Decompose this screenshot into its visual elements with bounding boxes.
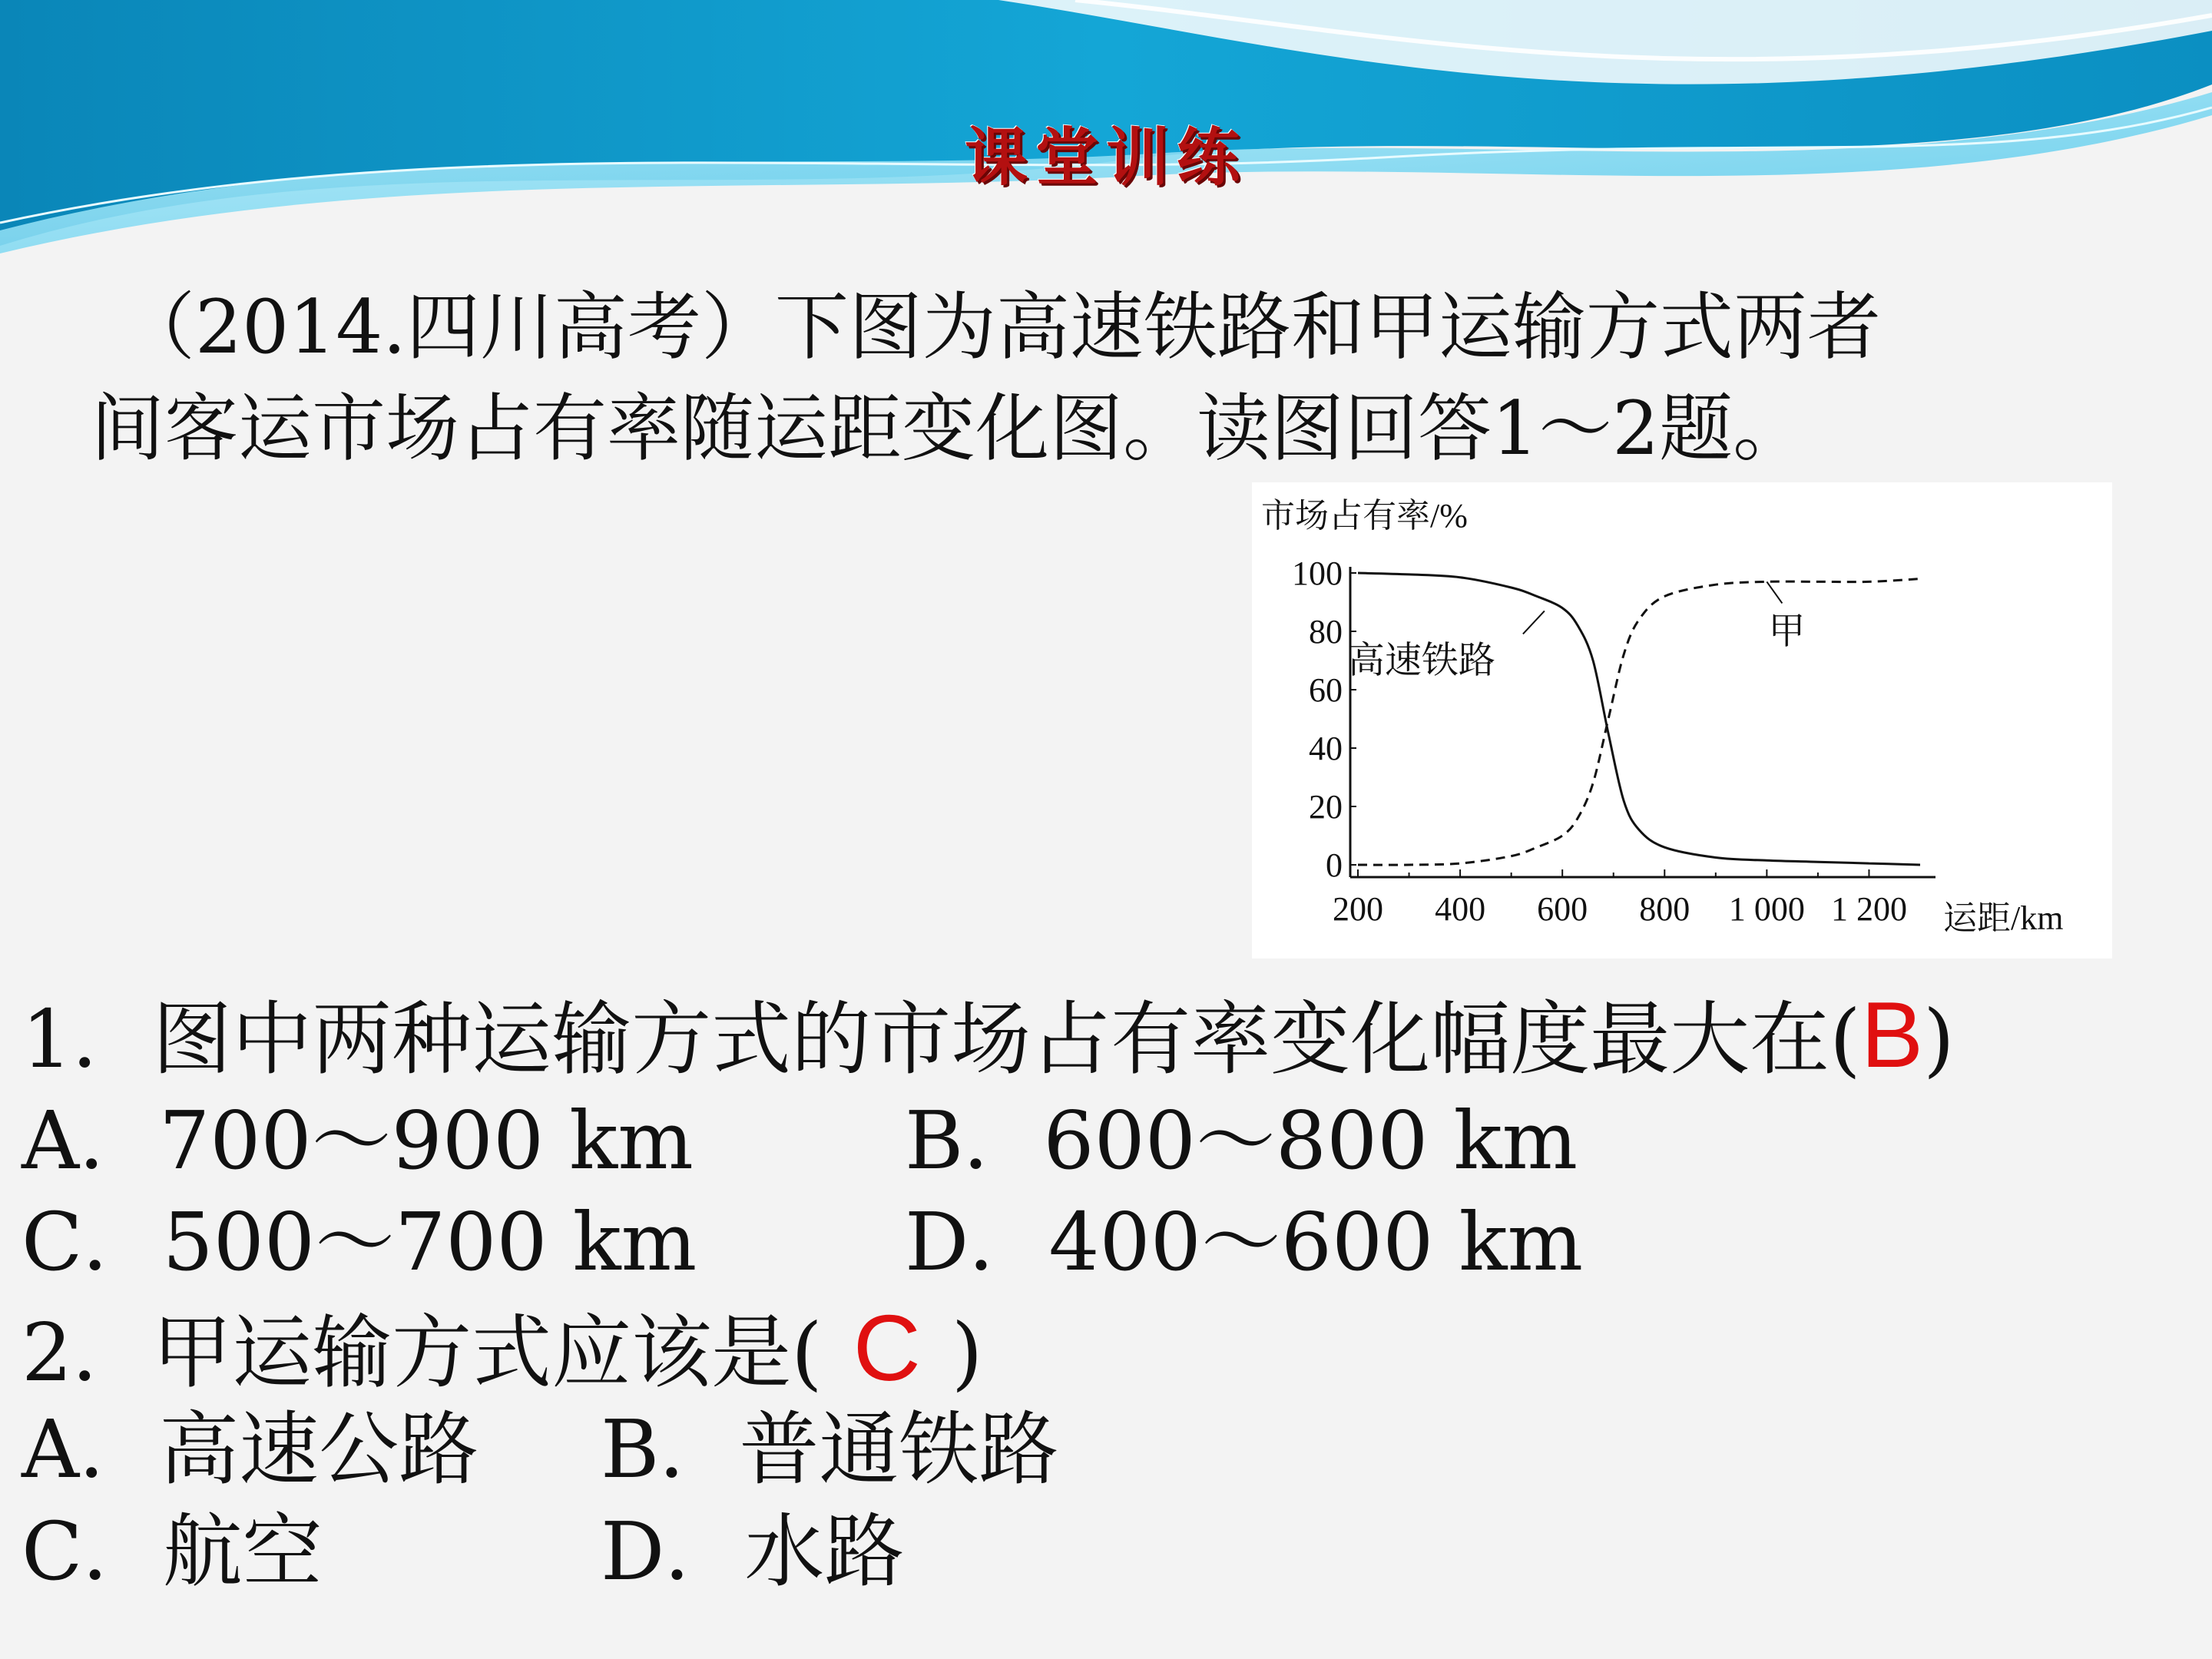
x-tick-label: 200 <box>1333 890 1383 928</box>
y-axis-label: 市场占有率/% <box>1261 497 1468 535</box>
question-1-text: 1．图中两种运输方式的市场占有率变化幅度最大在( <box>22 992 1861 1086</box>
y-tick-label: 100 <box>1292 555 1343 592</box>
question-1-stem <box>22 982 1955 1089</box>
x-tick-label: 400 <box>1435 890 1486 928</box>
y-tick-label: 0 <box>1326 846 1343 884</box>
y-tick-label: 80 <box>1309 613 1343 651</box>
question-2-option-d: D．水路 <box>601 1505 905 1598</box>
question-1-option-c: C．500～700 km <box>22 1195 697 1289</box>
question-1-option-a: A．700～900 km <box>22 1094 694 1187</box>
x-tick-label: 1 000 <box>1728 890 1805 928</box>
question-2-option-b: B．普通铁路 <box>601 1402 1059 1496</box>
question-2-text: 2．甲运输方式应该是( <box>22 1306 823 1399</box>
question-2-stem <box>22 1298 982 1402</box>
question-2-option-c: C．航空 <box>22 1505 323 1598</box>
series-label-high-speed-rail: 高速铁路 <box>1347 640 1495 681</box>
market-share-chart <box>1252 482 2112 959</box>
leader-line-jia <box>1767 581 1782 603</box>
x-tick-label: 600 <box>1537 890 1588 928</box>
slide-title: 课堂训练 <box>964 121 1247 194</box>
x-tick-label: 800 <box>1639 890 1690 928</box>
question-1-option-b: B．600～800 km <box>905 1094 1578 1187</box>
y-tick-label: 40 <box>1309 730 1343 767</box>
series-label-jia: 甲 <box>1768 611 1806 652</box>
series-line-high-speed-rail <box>1358 573 1920 865</box>
y-ticks <box>1292 555 1356 884</box>
leader-line-high-speed-rail <box>1523 611 1545 634</box>
y-tick-label: 20 <box>1309 788 1343 826</box>
x-axis-label: 运距/km <box>1943 899 2064 937</box>
x-tick-label: 1 200 <box>1830 890 1907 928</box>
intro-line-1: （2014.四川高考）下图为高速铁路和甲运输方式两者 <box>121 284 1881 370</box>
y-tick-label: 60 <box>1309 671 1343 709</box>
question-2-close: ) <box>951 1306 983 1399</box>
question-2-option-a: A．高速公路 <box>22 1402 479 1496</box>
chart-svg <box>1252 482 2112 959</box>
question-1-option-d: D．400～600 km <box>905 1195 1584 1289</box>
intro-paragraph <box>91 276 2164 479</box>
question-1-close: ) <box>1923 992 1955 1086</box>
series-line-jia <box>1358 579 1920 866</box>
question-2-answer: C <box>853 1296 921 1400</box>
chart-series <box>1358 573 1920 865</box>
series-labels <box>1348 581 1805 680</box>
question-1-answer: B <box>1860 982 1924 1087</box>
intro-line-2: 间客运市场占有率随运距变化图。读图回答1～2题。 <box>91 386 1807 472</box>
